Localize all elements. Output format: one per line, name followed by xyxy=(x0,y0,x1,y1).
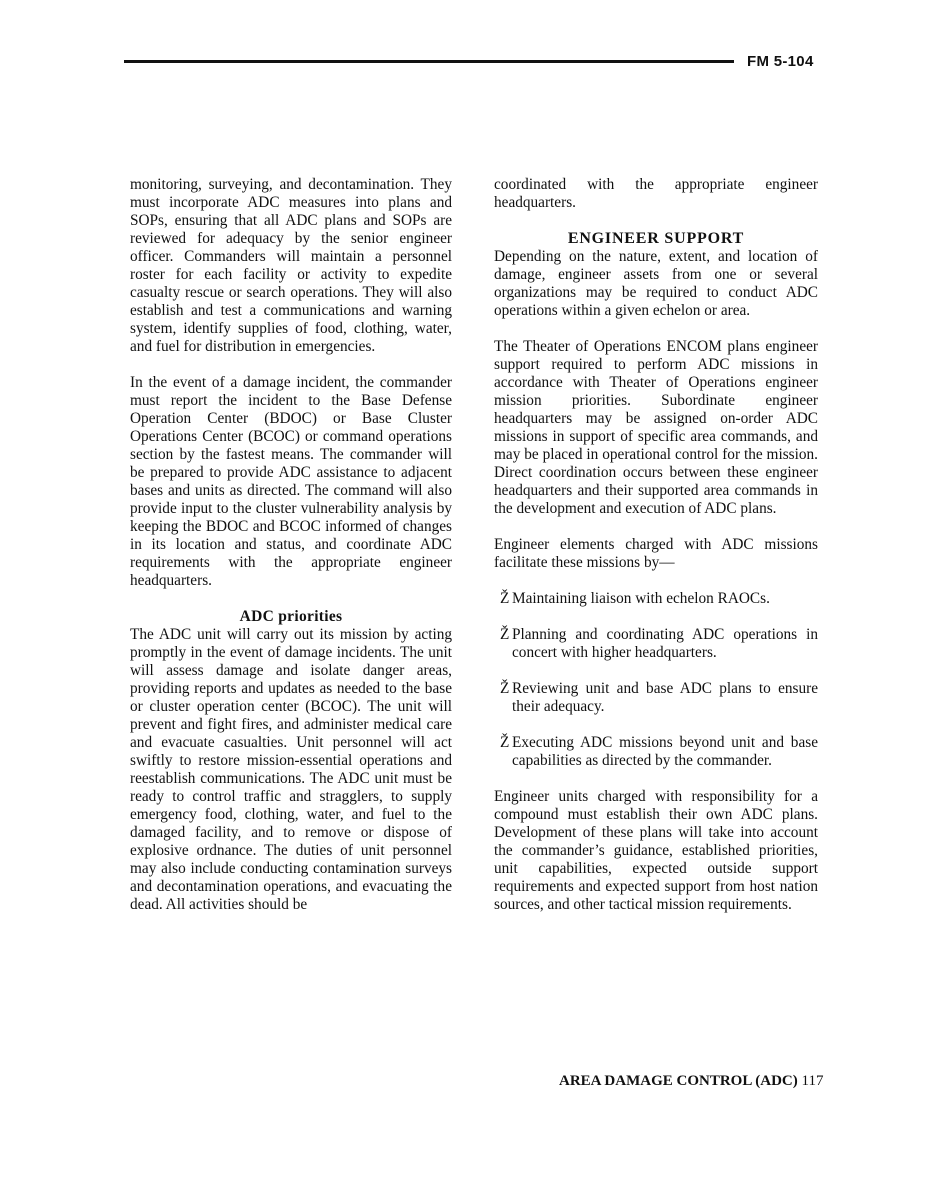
bullet-icon: Ž xyxy=(500,734,510,751)
footer-title: AREA DAMAGE CONTROL (ADC) xyxy=(559,1073,798,1089)
left-paragraph-3: The ADC unit will carry out its mission by acting promptly in the event of damage incidents. The unit will assess damage and isolate danger areas, providing reports and updates as needed to the base or cluster operation center (BCOC). The unit will prevent and fight fires, and administer medical care and evacuate casualties. Unit personnel will act swiftly to restore mission-essential operations and reestablish communications. The ADC unit must be ready to control traffic and stragglers, to supply emergency food, clothing, water, and fuel to the damaged facility, and to remove or dispose of explosive ordnance. The duties of unit personnel may also include conducting contamination surveys and decontamination operations, and evacuating the dead. All activities should be xyxy=(130,626,452,913)
document-id: FM 5-104 xyxy=(747,53,814,70)
bullet-icon: Ž xyxy=(500,590,510,607)
left-paragraph-1: monitoring, surveying, and decontamination. They must incorporate ADC measures into plans and SOPs, ensuring that all ADC plans and SOPs are reviewed for adequacy by the senior engineer officer. Commanders will maintain a personnel roster for each facility or activity to expedite casualty rescue or search operations. They will also establish and test a communications and warning system, identify supplies of food, clothing, water, and fuel for distribution in emergencies. xyxy=(130,176,452,355)
list-item xyxy=(494,626,818,662)
page-number: 117 xyxy=(801,1073,824,1089)
header-rule xyxy=(124,60,734,63)
bullet-icon: Ž xyxy=(500,626,510,643)
adc-priorities-heading: ADC priorities xyxy=(239,608,343,625)
mission-bullet-list xyxy=(494,590,818,770)
right-paragraph-3: The Theater of Operations ENCOM plans engineer support required to perform ADC missions in accordance with Theater of Operations engineer mission priorities. Subordinate engineer headquarters may be assigned on-order ADC missions in support of specific area commands, and may be placed in operational control for the mission. Direct coordination occurs between these engineer headquarters and their supported area commands in the development and execution of ADC plans. xyxy=(494,338,818,517)
right-column xyxy=(494,176,818,914)
bullet-icon: Ž xyxy=(500,680,510,697)
bullet-text: Maintaining liaison with echelon RAOCs. xyxy=(512,590,770,607)
list-item xyxy=(494,734,818,770)
right-paragraph-1: coordinated with the appropriate engineer headquarters. xyxy=(494,176,818,211)
page-footer xyxy=(559,1073,823,1090)
right-paragraph-4: Engineer elements charged with ADC missions facilitate these missions by— xyxy=(494,536,818,571)
bullet-text: Executing ADC missions beyond unit and base capabilities as directed by the commander. xyxy=(512,734,818,769)
right-paragraph-2: Depending on the nature, extent, and location of damage, engineer assets from one or several organizations may be required to conduct ADC operations within a given echelon or area. xyxy=(494,248,818,319)
list-item xyxy=(494,590,818,608)
bullet-text: Reviewing unit and base ADC plans to ensure their adequacy. xyxy=(512,680,818,715)
left-column xyxy=(130,176,452,914)
right-paragraph-5: Engineer units charged with responsibility for a compound must establish their own ADC plans. Development of these plans will take into account the commander’s guidance, established priorities, unit capabilities, expected outside support requirements and expected support from host nation sources, and other tactical mission requirements. xyxy=(494,788,818,913)
engineer-support-heading: ENGINEER SUPPORT xyxy=(567,230,745,247)
left-paragraph-2: In the event of a damage incident, the commander must report the incident to the Base Defense Operation Center (BDOC) or Base Cluster Operations Center (BCOC) or command operations section by the fastest means. The commander will be prepared to provide ADC assistance to adjacent bases and units as directed. The command will also provide input to the cluster vulnerability analysis by keeping the BDOC and BCOC informed of changes in its location and status, and coordinate ADC requirements with the appropriate engineer headquarters. xyxy=(130,374,452,589)
bullet-text: Planning and coordinating ADC operations in concert with higher headquarters. xyxy=(512,626,818,661)
list-item xyxy=(494,680,818,716)
